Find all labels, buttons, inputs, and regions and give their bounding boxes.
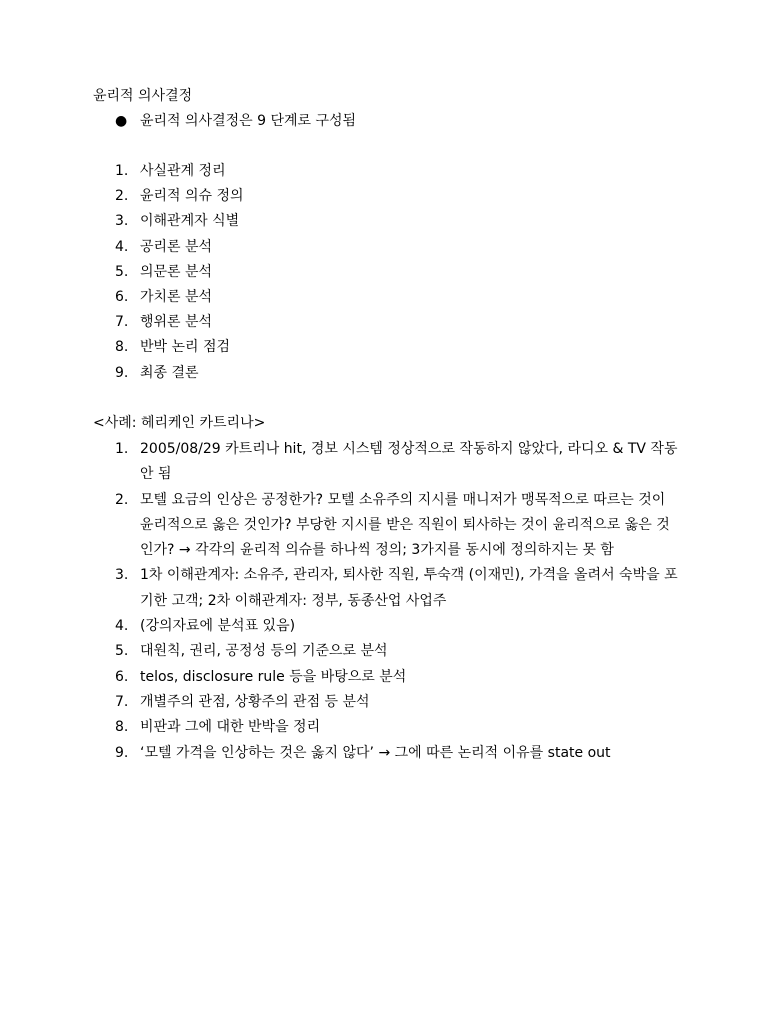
item-text: 개별주의 관점, 상황주의 관점 등 분석	[140, 693, 370, 710]
item-number: 1.	[115, 163, 129, 179]
list-item	[115, 563, 680, 614]
item-number: 4.	[115, 618, 129, 635]
item-text: (강의자료에 분석표 있음)	[140, 618, 296, 635]
list-item	[115, 488, 680, 564]
list-item	[115, 337, 675, 362]
item-text: 공리론 분석	[140, 238, 213, 255]
item-number: 9.	[115, 744, 129, 761]
item-number: 6.	[115, 288, 129, 305]
list-item	[115, 262, 675, 287]
item-text: ‘모텔 가격을 인상하는 것은 옳지 않다’ → 그에 따른 논리적 이유를 state out	[140, 744, 611, 761]
item-number: 7.	[115, 314, 129, 331]
list-item	[115, 161, 675, 186]
item-text: 모텔 요금의 인상은 공정한가? 모텔 소유주의 지시를 매니저가 맹목적으로 따르는 것이 윤리적으로 옳은 것인가? 부당한 지시를 받은 직원이 퇴사하는 것이 윤리적으로 옳은 것인가? → 각각의 윤리적 의슈를 하나씩 정의; 3가지를 동시에 정의하지는 못 함	[140, 491, 670, 559]
item-text: 가치론 분석	[140, 288, 213, 305]
list-item	[115, 690, 680, 715]
list-item	[115, 715, 680, 740]
item-number: 6.	[115, 668, 129, 685]
item-text: 의문론 분석	[140, 263, 213, 280]
item-number: 3.	[115, 567, 129, 584]
item-number: 8.	[115, 339, 129, 356]
item-number: 1.	[115, 441, 129, 457]
item-text: telos, disclosure rule 등을 바탕으로 분석	[140, 668, 407, 685]
item-number: 7.	[115, 693, 129, 710]
item-text: 행위론 분석	[140, 314, 213, 331]
item-text: 윤리적 의슈 정의	[140, 188, 244, 205]
list-item	[115, 437, 680, 488]
item-text: 1차 이해관계자: 소유주, 관리자, 퇴사한 직원, 투숙객 (이재민), 가격을 올려서 숙박을 포기한 고객; 2차 이해관계자: 정부, 동종산업 사업주	[140, 567, 678, 609]
item-number: 2.	[115, 491, 129, 508]
item-text: 사실관계 정리	[140, 163, 226, 179]
item-number: 4.	[115, 238, 129, 255]
item-text: 최종 결론	[140, 364, 199, 381]
list-item	[115, 237, 675, 262]
list-item	[115, 186, 675, 211]
steps-list	[115, 161, 675, 388]
item-number: 5.	[115, 263, 129, 280]
list-item	[115, 639, 680, 664]
item-text: 반박 논리 점검	[140, 339, 231, 356]
list-item	[115, 665, 680, 690]
document-heading: 윤리적 의사결정	[93, 88, 193, 104]
list-item	[115, 363, 675, 388]
item-number: 2.	[115, 188, 129, 205]
item-text: 대원칙, 권리, 공정성 등의 기준으로 분석	[140, 643, 388, 660]
case-heading: <사례: 헤리케인 카트리나>	[93, 415, 266, 431]
item-number: 5.	[115, 643, 129, 660]
case-list	[115, 437, 680, 766]
list-item	[115, 614, 680, 639]
bullet-mark: ●	[115, 113, 128, 129]
list-item	[115, 287, 675, 312]
item-number: 8.	[115, 719, 129, 736]
list-item	[115, 211, 675, 236]
bullet-item	[115, 111, 356, 131]
list-item	[115, 741, 680, 766]
bullet-text: 윤리적 의사결정은 9 단계로 구성됨	[140, 113, 357, 129]
list-item	[115, 312, 675, 337]
item-text: 이해관계자 식별	[140, 213, 240, 230]
item-text: 비판과 그에 대한 반박을 정리	[140, 719, 321, 736]
item-number: 9.	[115, 364, 129, 381]
item-text: 2005/08/29 카트리나 hit, 경보 시스템 정상적으로 작동하지 않았다, 라디오 & TV 작동 안 됨	[140, 441, 678, 483]
item-number: 3.	[115, 213, 129, 230]
